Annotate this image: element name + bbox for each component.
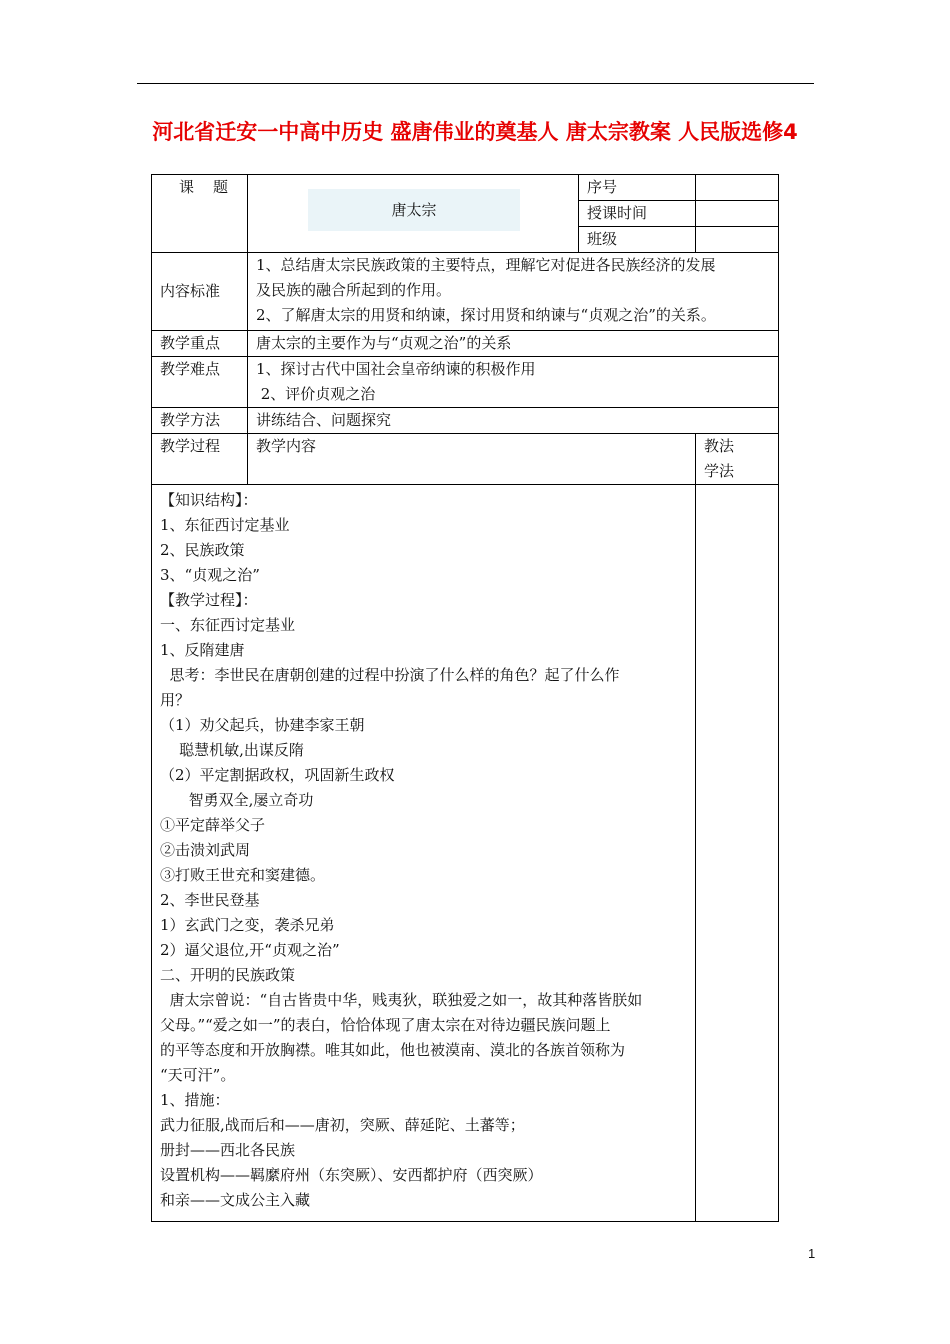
lesson-plan-table: [151, 174, 779, 1222]
body-line-10: （1）劝父起兵，协建李家王朝: [160, 716, 365, 734]
body-line-6: 一、东征西讨定基业: [160, 616, 296, 634]
body-line-2: 1、东征西讨定基业: [160, 516, 290, 534]
method-notes-column: [696, 485, 779, 1222]
body-line-24: “天可汗”。: [160, 1066, 236, 1084]
body-line-20: 二、开明的民族政策: [160, 966, 296, 984]
body-line-18: 1）玄武门之变，袭杀兄弟: [160, 916, 335, 934]
standard-label: 内容标准: [152, 253, 248, 331]
focus-content: 唐太宗的主要作为与“贞观之治”的关系: [248, 331, 779, 357]
header-rule: [137, 83, 814, 84]
body-line-28: 设置机构——羁縻府州（东突厥）、安西都护府（西突厥）: [160, 1166, 543, 1184]
body-line-21: 唐太宗曾说：“自古皆贵中华，贱夷狄，联独爱之如一，故其种落皆朕如: [160, 991, 643, 1009]
topic-text: 唐太宗: [308, 189, 520, 231]
body-line-23: 的平等态度和开放胸襟。唯其如此，他也被漠南、漠北的各族首领称为: [160, 1041, 626, 1059]
body-line-14: ①平定薛举父子: [160, 816, 266, 834]
difficulty-line-2: 2、评价贞观之治: [256, 385, 376, 403]
content-label: 教学内容: [248, 434, 696, 485]
body-line-16: ③打败王世充和窦建德。: [160, 866, 326, 884]
xu-hao-label: 序号: [579, 175, 696, 201]
body-line-9: 用？: [160, 691, 191, 709]
jiaofa-label: 教法: [704, 437, 735, 455]
shou-ke-shi-jian-label: 授课时间: [579, 201, 696, 227]
method-label: 教学方法: [152, 408, 248, 434]
ke-ti-label: 课 题: [178, 178, 229, 196]
standard-line-2: 及民族的融合所起到的作用。: [256, 281, 452, 299]
page-number: 1: [808, 1246, 816, 1261]
body-line-1: 【知识结构】：: [160, 491, 258, 509]
body-line-4: 3、“贞观之治”: [160, 566, 260, 584]
body-line-19: 2）逼父退位,开“贞观之治”: [160, 941, 340, 959]
document-title: 河北省迁安一中高中历史 盛唐伟业的奠基人 唐太宗教案 人民版选修4: [152, 120, 798, 144]
body-line-25: 1、措施：: [160, 1091, 230, 1109]
teaching-body: [152, 485, 696, 1222]
body-line-15: ②击溃刘武周: [160, 841, 251, 859]
body-line-13: 智勇双全,屡立奇功: [160, 791, 314, 809]
topic-cell: [248, 175, 579, 253]
ban-ji-label: 班级: [579, 227, 696, 253]
focus-label: 教学重点: [152, 331, 248, 357]
standard-line-3: 2、了解唐太宗的用贤和纳谏，探讨用贤和纳谏与“贞观之治”的关系。: [256, 306, 716, 324]
ban-ji-value: [696, 227, 779, 253]
standard-line-1: 1、总结唐太宗民族政策的主要特点，理解它对促进各民族经济的发展: [256, 256, 716, 274]
difficulty-content: [248, 357, 779, 408]
ke-ti-label-cell: [152, 175, 248, 253]
body-line-5: 【教学过程】：: [160, 591, 258, 609]
difficulty-line-1: 1、探讨古代中国社会皇帝纳谏的积极作用: [256, 360, 536, 378]
body-line-7: 1、反隋建唐: [160, 641, 245, 659]
body-line-12: （2）平定割据政权，巩固新生政权: [160, 766, 395, 784]
process-label: 教学过程: [152, 434, 248, 485]
body-line-3: 2、民族政策: [160, 541, 245, 559]
xu-hao-value: [696, 175, 779, 201]
body-line-27: 册封——西北各民族: [160, 1141, 296, 1159]
body-line-11: 聪慧机敏,出谋反隋: [160, 741, 304, 759]
method-content: 讲练结合、问题探究: [248, 408, 779, 434]
body-line-22: 父母。”“爱之如一”的表白，恰恰体现了唐太宗在对待边疆民族问题上: [160, 1016, 611, 1034]
shou-ke-shi-jian-value: [696, 201, 779, 227]
body-line-29: 和亲——文成公主入藏: [160, 1191, 311, 1209]
standard-content: [248, 253, 779, 331]
body-line-8: 思考：李世民在唐朝创建的过程中扮演了什么样的角色？起了什么作: [160, 666, 620, 684]
xuefa-label: 学法: [704, 462, 735, 480]
jiaofa-xuefa-cell: [696, 434, 779, 485]
body-line-17: 2、李世民登基: [160, 891, 260, 909]
body-line-26: 武力征服,战而后和——唐初，突厥、薛延陀、土蕃等；: [160, 1116, 525, 1134]
difficulty-label: 教学难点: [152, 357, 248, 408]
